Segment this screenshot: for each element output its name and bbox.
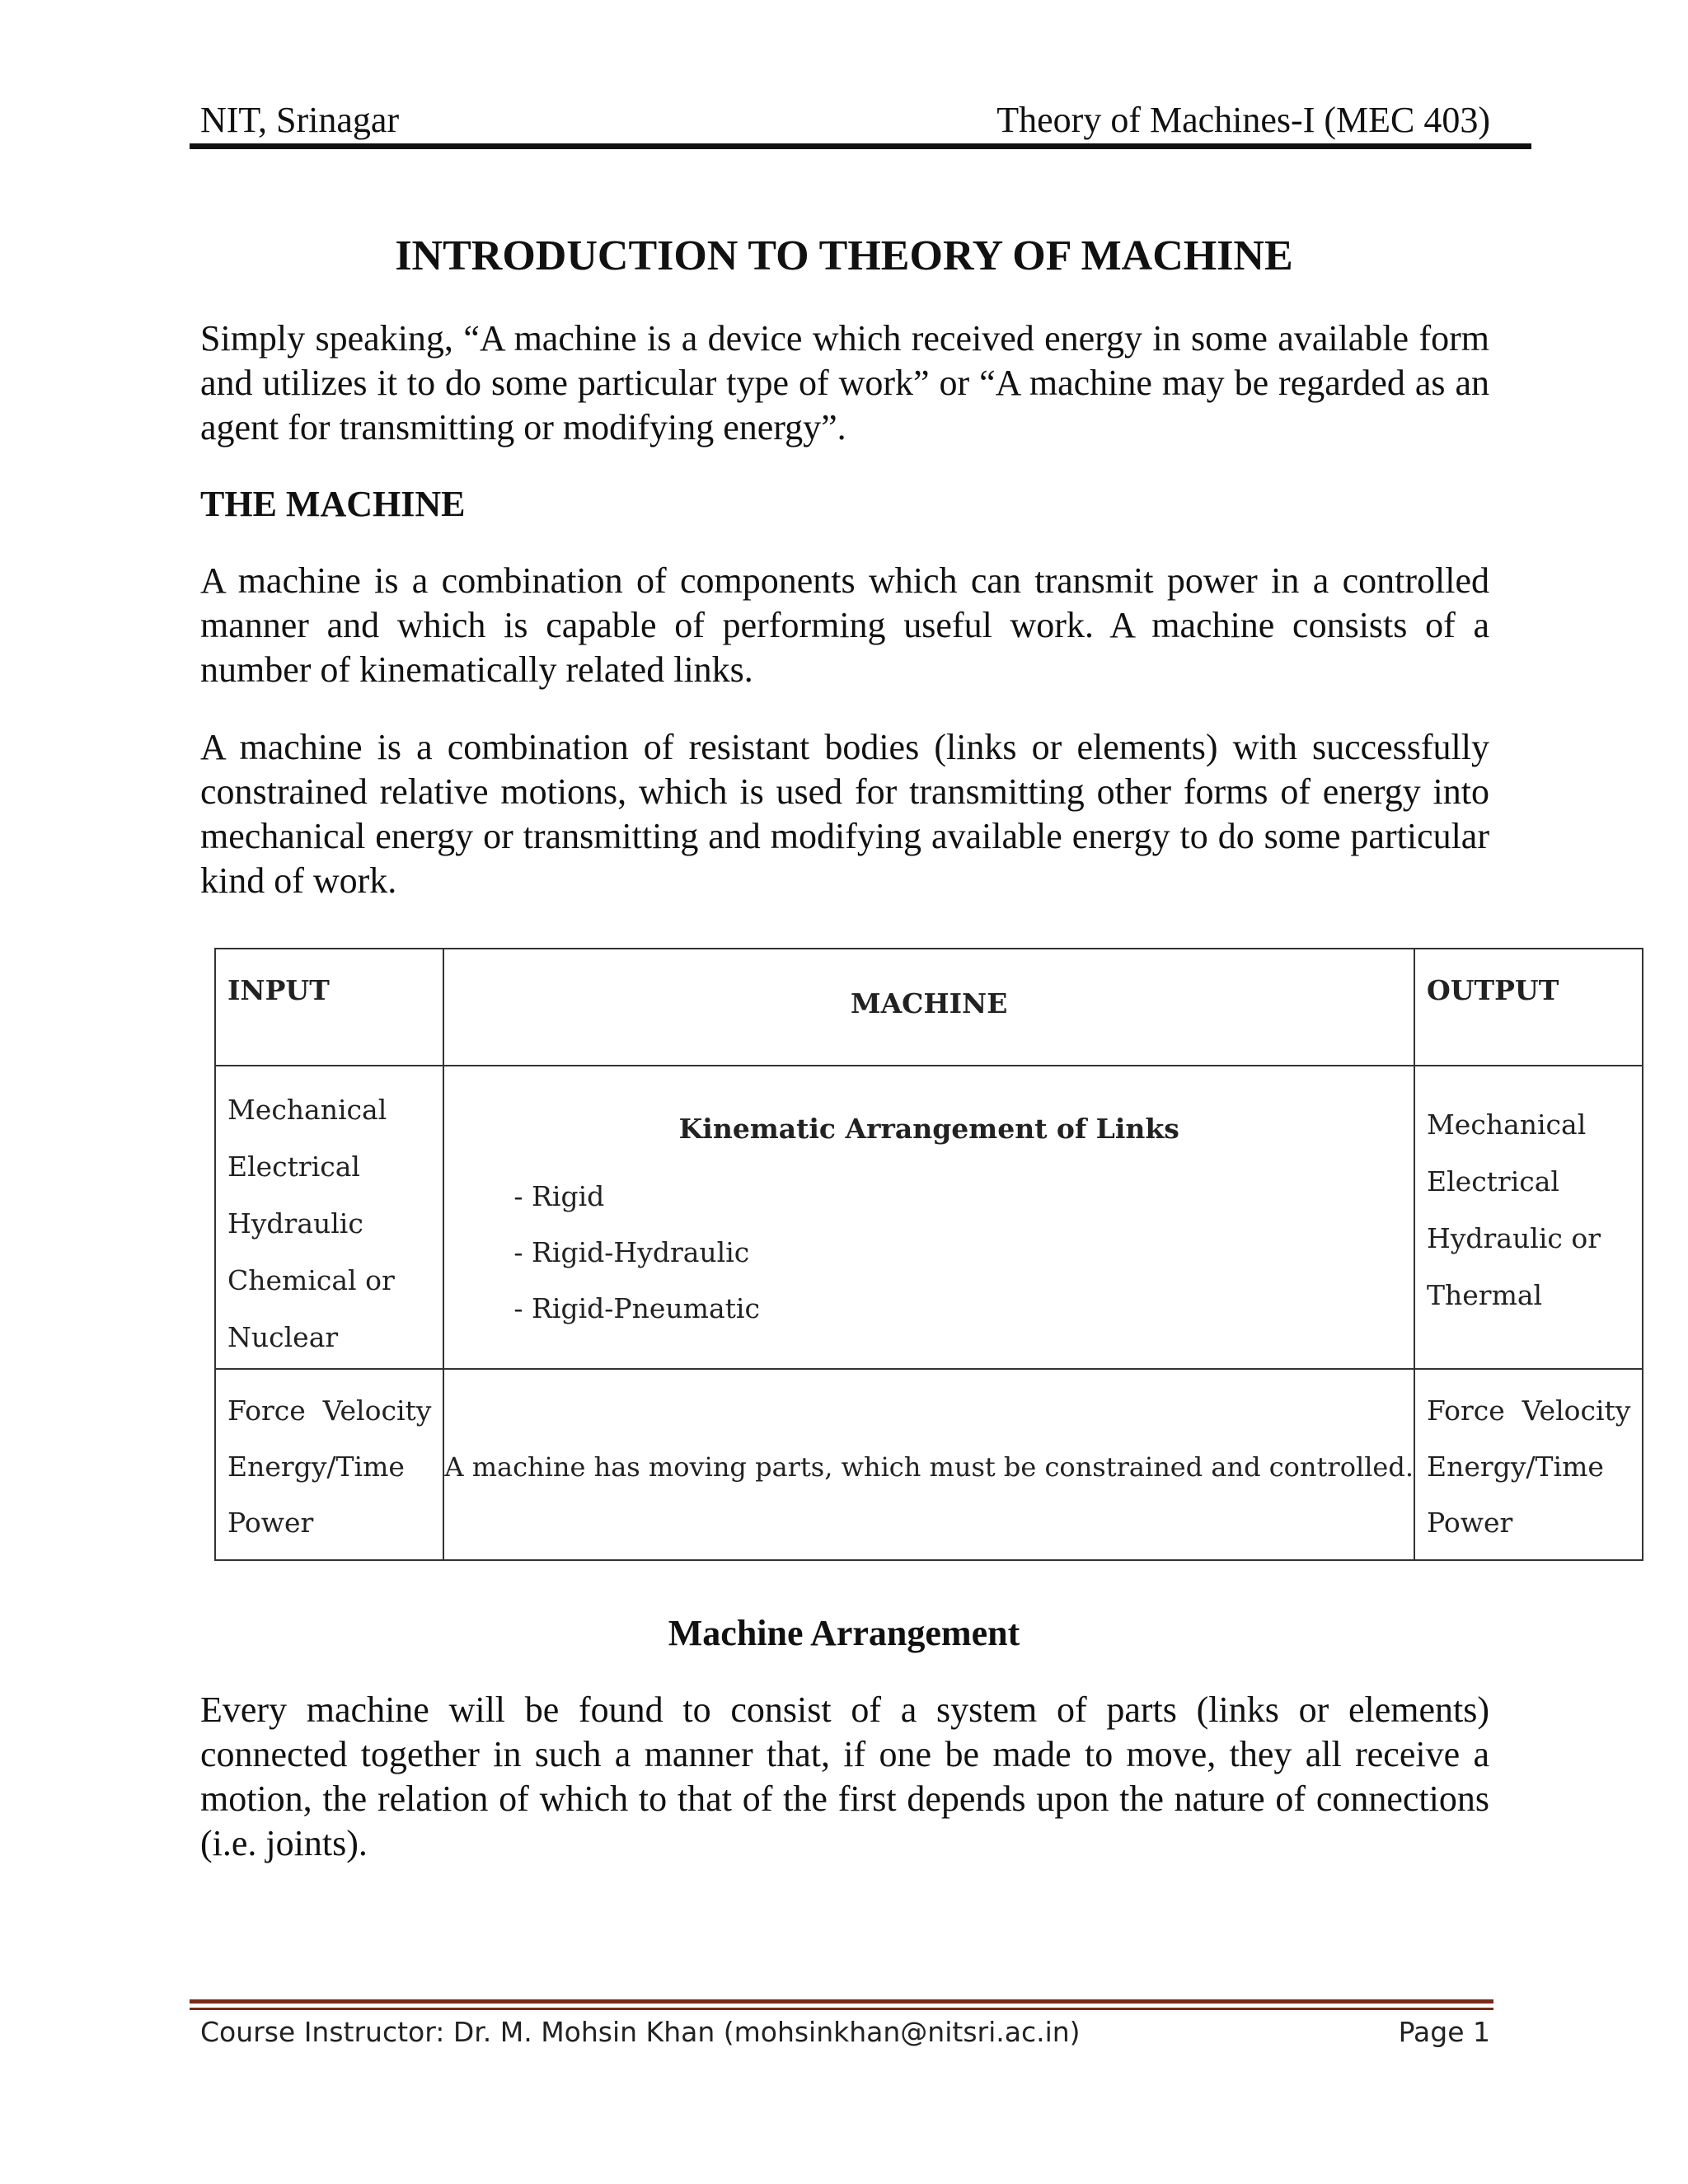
input-type: Hydraulic — [227, 1207, 363, 1240]
output-types-cell — [1414, 1066, 1643, 1369]
kinematic-item: - Rigid-Hydraulic — [513, 1236, 750, 1268]
kinematic-item: - Rigid-Pneumatic — [513, 1292, 760, 1324]
section-heading-machine: THE MACHINE — [200, 484, 466, 524]
input-type: Chemical or — [227, 1264, 395, 1296]
footer-rule — [190, 1999, 1493, 2004]
output-type: Thermal — [1427, 1279, 1543, 1311]
header-input-cell — [215, 949, 443, 1066]
table-header-row — [215, 949, 1643, 1066]
input-quantity: Force Velocity — [227, 1394, 432, 1427]
output-quantity: Power — [1427, 1507, 1513, 1539]
table-row — [215, 1066, 1643, 1369]
section-heading-arrangement: Machine Arrangement — [668, 1613, 1020, 1653]
machine-paragraph-2: A machine is a combination of resistant bodies (links or elements) with successfully constrained relative motions, which is used for transmitting other forms of energy into mechanical energy or transmitting and modifying available energy to do some particular kind of work. — [200, 727, 1489, 901]
input-quantities-cell — [215, 1369, 443, 1560]
footer-rule-thin — [190, 2008, 1493, 2010]
kinematic-cell — [443, 1066, 1414, 1369]
input-type: Mechanical — [227, 1094, 387, 1126]
header-input: INPUT — [227, 974, 330, 1006]
machine-table — [214, 948, 1643, 1561]
header-output: OUTPUT — [1427, 974, 1559, 1006]
output-quantity: Energy/Time — [1427, 1451, 1604, 1483]
output-type: Mechanical — [1427, 1108, 1587, 1141]
output-quantity: Force Velocity — [1427, 1394, 1631, 1427]
output-type: Electrical — [1427, 1165, 1559, 1197]
machine-note-cell — [443, 1369, 1414, 1560]
header-machine: MACHINE — [851, 987, 1008, 1019]
input-types-cell — [215, 1066, 443, 1369]
output-quantities-cell — [1414, 1369, 1643, 1560]
arrangement-paragraph: Every machine will be found to consist of a system of parts (links or elements) connected together in such a manner that, if one be made to move, they all receive a motion, the relation of which to that of the first depends upon the nature of connections (i.e. joints). — [200, 1690, 1489, 1863]
input-quantity: Energy/Time — [227, 1451, 405, 1483]
machine-note: A machine has moving parts, which must be constrained and controlled. — [444, 1451, 1414, 1483]
header-rule — [190, 143, 1531, 149]
intro-paragraph: Simply speaking, “A machine is a device which received energy in some available form and utilizes it to do some particular type of work” or “A machine may be regarded as an agent for transmitting or modifying energy”. — [200, 318, 1489, 448]
input-type: Electrical — [227, 1151, 360, 1183]
header-machine-cell — [443, 949, 1414, 1066]
footer-instructor: Course Instructor: Dr. M. Mohsin Khan (mohsinkhan@nitsri.ac.in) — [200, 2016, 1081, 2048]
table-row — [215, 1369, 1643, 1560]
footer-page-number: Page 1 — [1398, 2016, 1490, 2048]
input-type: Nuclear — [227, 1321, 339, 1353]
header-course: Theory of Machines-I (MEC 403) — [996, 100, 1490, 140]
machine-paragraph-1: A machine is a combination of components which can transmit power in a controlled manner and which is capable of performing useful work. A machine consists of a number of kinematically related links. — [200, 560, 1489, 690]
input-quantity: Power — [227, 1507, 314, 1539]
kinematic-item: - Rigid — [513, 1180, 605, 1212]
page-title: INTRODUCTION TO THEORY OF MACHINE — [395, 232, 1293, 279]
kinematic-title: Kinematic Arrangement of Links — [678, 1113, 1179, 1145]
output-type: Hydraulic or — [1427, 1222, 1601, 1254]
header-output-cell — [1414, 949, 1643, 1066]
header-institution: NIT, Srinagar — [200, 100, 400, 140]
